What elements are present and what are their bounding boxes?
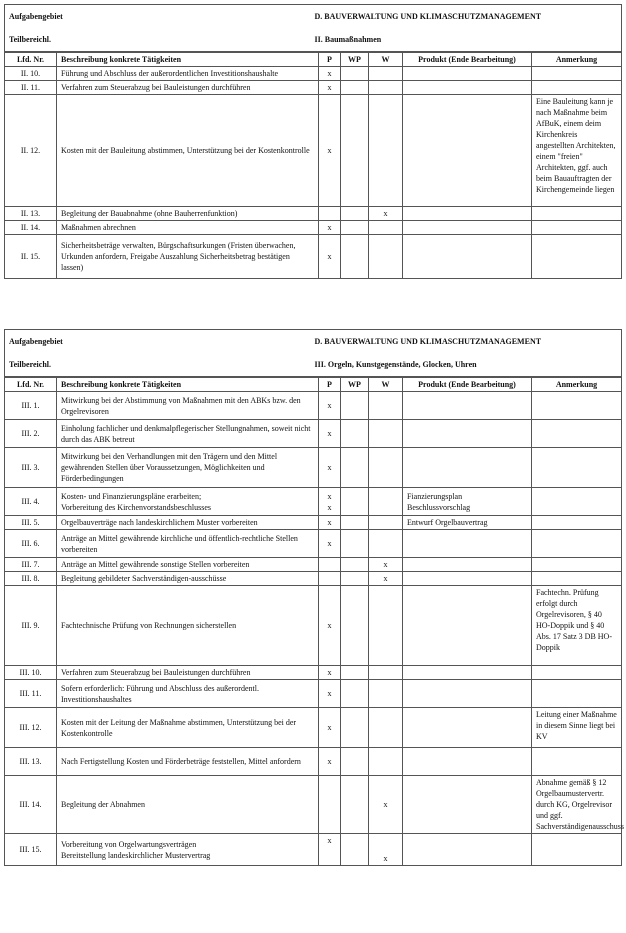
row-w-mark — [369, 448, 403, 488]
row-anmerkung — [532, 558, 622, 572]
table-row — [5, 235, 622, 279]
row-number: III. 13. — [5, 748, 57, 776]
row-wp-mark — [341, 488, 369, 516]
table-row — [5, 448, 622, 488]
row-produkt — [403, 572, 532, 586]
row-produkt — [403, 207, 532, 221]
col-w: W — [369, 53, 403, 67]
row-p-mark — [319, 207, 341, 221]
row-wp-mark — [341, 586, 369, 666]
row-number: III. 12. — [5, 708, 57, 748]
row-anmerkung — [532, 81, 622, 95]
row-w-mark — [369, 95, 403, 207]
table-row — [5, 207, 622, 221]
col-lfd-nr: Lfd. Nr. — [5, 53, 57, 67]
row-p-mark: x x — [319, 488, 341, 516]
row-produkt — [403, 448, 532, 488]
row-w-mark — [369, 488, 403, 516]
section-1-table — [4, 52, 622, 279]
section-2 — [4, 329, 624, 866]
row-w-mark: x — [369, 207, 403, 221]
row-number: III. 15. — [5, 834, 57, 866]
row-anmerkung: Abnahme gemäß § 12 Orgelbaumustervertr. durch KG, Orgelrevisor und ggf. Sachverständigenausschuss — [532, 776, 622, 834]
row-description: Einholung fachlicher und denkmalpflegerischer Stellungnahmen, soweit nicht durch das ABK betreut — [57, 420, 319, 448]
row-anmerkung — [532, 666, 622, 680]
col-produkt: Produkt (Ende Bearbeitung) — [403, 378, 532, 392]
row-p-mark: x — [319, 448, 341, 488]
row-anmerkung — [532, 392, 622, 420]
row-wp-mark — [341, 776, 369, 834]
table-row — [5, 558, 622, 572]
col-p: P — [319, 53, 341, 67]
col-beschreibung: Beschreibung konkrete Tätigkeiten — [57, 378, 319, 392]
row-wp-mark — [341, 235, 369, 279]
row-wp-mark — [341, 572, 369, 586]
row-wp-mark — [341, 530, 369, 558]
row-produkt — [403, 834, 532, 866]
row-produkt — [403, 558, 532, 572]
row-number: III. 6. — [5, 530, 57, 558]
row-w-mark — [369, 420, 403, 448]
row-p-mark: x — [319, 516, 341, 530]
row-wp-mark — [341, 207, 369, 221]
row-number: II. 14. — [5, 221, 57, 235]
table-row — [5, 420, 622, 448]
row-produkt — [403, 95, 532, 207]
row-description: Führung und Abschluss der außerordentlichen Investitionshaushalte — [57, 67, 319, 81]
row-produkt — [403, 530, 532, 558]
aufgabengebiet-label: Aufgabengebiet — [5, 5, 311, 29]
column-header-row — [5, 53, 622, 67]
row-wp-mark — [341, 708, 369, 748]
section-1 — [4, 4, 621, 279]
row-w-mark — [369, 586, 403, 666]
row-description: Vorbereitung von Orgelwartungsverträgen Bereitstellung landeskirchlicher Mustervertrag — [57, 834, 319, 866]
row-wp-mark — [341, 95, 369, 207]
aufgabengebiet-value: D. BAUVERWALTUNG UND KLIMASCHUTZMANAGEMENT — [311, 330, 622, 354]
row-description: Kosten- und Finanzierungspläne erarbeiten; Vorbereitung des Kirchenvorstandsbeschlusses — [57, 488, 319, 516]
row-w-mark — [369, 67, 403, 81]
row-produkt: Entwurf Orgelbauvertrag — [403, 516, 532, 530]
row-description: Nach Fertigstellung Kosten und Förderbeträge feststellen, Mittel anfordern — [57, 748, 319, 776]
row-produkt — [403, 392, 532, 420]
row-wp-mark — [341, 666, 369, 680]
row-w-mark — [369, 530, 403, 558]
row-wp-mark — [341, 680, 369, 708]
row-description: Verfahren zum Steuerabzug bei Bauleistungen durchführen — [57, 81, 319, 95]
row-number: III. 4. — [5, 488, 57, 516]
col-beschreibung: Beschreibung konkrete Tätigkeiten — [57, 53, 319, 67]
teilbereich-label: Teilbereichl. — [5, 28, 311, 52]
row-anmerkung — [532, 516, 622, 530]
row-number: III. 8. — [5, 572, 57, 586]
row-number: II. 13. — [5, 207, 57, 221]
table-row — [5, 572, 622, 586]
col-w: W — [369, 378, 403, 392]
row-number: II. 12. — [5, 95, 57, 207]
row-anmerkung — [532, 834, 622, 866]
row-number: III. 7. — [5, 558, 57, 572]
table-row — [5, 488, 622, 516]
row-produkt — [403, 708, 532, 748]
row-wp-mark — [341, 67, 369, 81]
row-description: Mitwirkung bei der Abstimmung von Maßnahmen mit den ABKs bzw. den Orgelrevisoren — [57, 392, 319, 420]
table-row — [5, 586, 622, 666]
row-wp-mark — [341, 748, 369, 776]
row-p-mark — [319, 558, 341, 572]
row-anmerkung — [532, 680, 622, 708]
col-anmerkung: Anmerkung — [532, 378, 622, 392]
row-p-mark: x — [319, 81, 341, 95]
row-anmerkung: Fachtechn. Prüfung erfolgt durch Orgelrevisoren, § 40 HO-Doppik und § 40 Abs. 17 Satz 3 DB HO-Doppik — [532, 586, 622, 666]
row-anmerkung — [532, 67, 622, 81]
row-w-mark: x — [369, 572, 403, 586]
row-number: III. 5. — [5, 516, 57, 530]
col-anmerkung: Anmerkung — [532, 53, 622, 67]
row-w-mark: x — [369, 776, 403, 834]
table-row — [5, 680, 622, 708]
teilbereich-value: III. Orgeln, Kunstgegenstände, Glocken, Uhren — [311, 353, 622, 377]
row-number: II. 15. — [5, 235, 57, 279]
row-number: III. 1. — [5, 392, 57, 420]
row-p-mark: x — [319, 586, 341, 666]
row-p-mark: x — [319, 748, 341, 776]
col-produkt: Produkt (Ende Bearbeitung) — [403, 53, 532, 67]
table-row — [5, 708, 622, 748]
row-p-mark: x — [319, 530, 341, 558]
row-description: Sofern erforderlich: Führung und Abschluss des außerordentl. Investitionshaushaltes — [57, 680, 319, 708]
row-produkt — [403, 67, 532, 81]
row-produkt — [403, 748, 532, 776]
table-row — [5, 95, 622, 207]
row-number: III. 11. — [5, 680, 57, 708]
row-produkt — [403, 666, 532, 680]
row-wp-mark — [341, 420, 369, 448]
row-description: Maßnahmen abrechnen — [57, 221, 319, 235]
row-p-mark: x — [319, 235, 341, 279]
column-header-row — [5, 378, 622, 392]
teilbereich-value: II. Baumaßnahmen — [311, 28, 622, 52]
row-description: Mitwirkung bei den Verhandlungen mit den Trägern und den Mittel gewährenden Stellen über Voraussetzungen, Möglichkeiten und Förderbedingungen — [57, 448, 319, 488]
row-w-mark: x — [369, 558, 403, 572]
table-row — [5, 221, 622, 235]
row-number: III. 14. — [5, 776, 57, 834]
row-number: II. 10. — [5, 67, 57, 81]
table-row — [5, 530, 622, 558]
section-1-header — [4, 4, 622, 52]
row-produkt — [403, 680, 532, 708]
row-wp-mark — [341, 81, 369, 95]
col-wp: WP — [341, 53, 369, 67]
row-wp-mark — [341, 834, 369, 866]
row-p-mark — [319, 572, 341, 586]
row-description: Anträge an Mittel gewährende kirchliche und öffentlich-rechtliche Stellen vorbereiten — [57, 530, 319, 558]
row-w-mark — [369, 516, 403, 530]
table-row — [5, 776, 622, 834]
row-produkt — [403, 776, 532, 834]
row-description: Kosten mit der Bauleitung abstimmen, Unterstützung bei der Kostenkontrolle — [57, 95, 319, 207]
row-p-mark — [319, 776, 341, 834]
row-p-mark: x — [319, 221, 341, 235]
row-w-mark — [369, 708, 403, 748]
aufgabengebiet-value: D. BAUVERWALTUNG UND KLIMASCHUTZMANAGEMENT — [311, 5, 622, 29]
row-number: III. 10. — [5, 666, 57, 680]
row-number: II. 11. — [5, 81, 57, 95]
row-description: Anträge an Mittel gewährende sonstige Stellen vorbereiten — [57, 558, 319, 572]
row-wp-mark — [341, 392, 369, 420]
row-p-mark: x — [319, 834, 341, 866]
row-p-mark: x — [319, 708, 341, 748]
row-produkt — [403, 420, 532, 448]
row-produkt — [403, 586, 532, 666]
table-row — [5, 516, 622, 530]
row-anmerkung — [532, 488, 622, 516]
row-p-mark: x — [319, 680, 341, 708]
row-w-mark — [369, 666, 403, 680]
row-w-mark — [369, 221, 403, 235]
row-description: Verfahren zum Steuerabzug bei Bauleistungen durchführen — [57, 666, 319, 680]
row-description: Begleitung der Abnahmen — [57, 776, 319, 834]
row-p-mark: x — [319, 392, 341, 420]
row-w-mark — [369, 81, 403, 95]
row-wp-mark — [341, 221, 369, 235]
row-anmerkung — [532, 530, 622, 558]
row-description: Begleitung gebildeter Sachverständigen-ausschüsse — [57, 572, 319, 586]
section-2-header — [4, 329, 622, 377]
col-wp: WP — [341, 378, 369, 392]
row-description: Orgelbauverträge nach landeskirchlichem Muster vorbereiten — [57, 516, 319, 530]
row-p-mark: x — [319, 95, 341, 207]
row-produkt — [403, 81, 532, 95]
row-number: III. 2. — [5, 420, 57, 448]
row-w-mark — [369, 235, 403, 279]
row-description: Fachtechnische Prüfung von Rechnungen sicherstellen — [57, 586, 319, 666]
row-description: Begleitung der Bauabnahme (ohne Bauherrenfunktion) — [57, 207, 319, 221]
row-p-mark: x — [319, 666, 341, 680]
aufgabengebiet-label: Aufgabengebiet — [5, 330, 311, 354]
row-number: III. 3. — [5, 448, 57, 488]
row-w-mark — [369, 748, 403, 776]
row-p-mark: x — [319, 67, 341, 81]
row-wp-mark — [341, 516, 369, 530]
row-produkt: Fianzierungsplan Beschlussvorschlag — [403, 488, 532, 516]
table-row — [5, 748, 622, 776]
row-w-mark: x — [369, 834, 403, 866]
row-anmerkung: Eine Bauleitung kann je nach Maßnahme beim AfBuK, einem deim Kirchenkreis angestellten Architekten, einem "freien" Architekten, ggf. auch beim Bauauftragten der Kirchengemeinde liegen — [532, 95, 622, 207]
row-w-mark — [369, 680, 403, 708]
row-anmerkung — [532, 572, 622, 586]
row-produkt — [403, 235, 532, 279]
row-w-mark — [369, 392, 403, 420]
row-anmerkung: Leitung einer Maßnahme in diesem Sinne liegt bei KV — [532, 708, 622, 748]
table-row — [5, 834, 622, 866]
col-p: P — [319, 378, 341, 392]
row-anmerkung — [532, 207, 622, 221]
table-row — [5, 392, 622, 420]
row-anmerkung — [532, 448, 622, 488]
table-row — [5, 67, 622, 81]
row-description: Kosten mit der Leitung der Maßnahme abstimmen, Unterstützung bei der Kostenkontrolle — [57, 708, 319, 748]
row-anmerkung — [532, 420, 622, 448]
row-anmerkung — [532, 748, 622, 776]
row-anmerkung — [532, 221, 622, 235]
row-produkt — [403, 221, 532, 235]
row-number: III. 9. — [5, 586, 57, 666]
row-description: Sicherheitsbeträge verwalten, Bürgschaftsurkungen (Fristen überwachen, Urkunden anfordern, Freigabe Auszahlung Sicherheitsbetrag bestätigen lassen) — [57, 235, 319, 279]
row-wp-mark — [341, 448, 369, 488]
row-wp-mark — [341, 558, 369, 572]
table-row — [5, 81, 622, 95]
table-row — [5, 666, 622, 680]
row-anmerkung — [532, 235, 622, 279]
col-lfd-nr: Lfd. Nr. — [5, 378, 57, 392]
teilbereich-label: Teilbereichl. — [5, 353, 311, 377]
section-2-table — [4, 377, 622, 866]
row-p-mark: x — [319, 420, 341, 448]
